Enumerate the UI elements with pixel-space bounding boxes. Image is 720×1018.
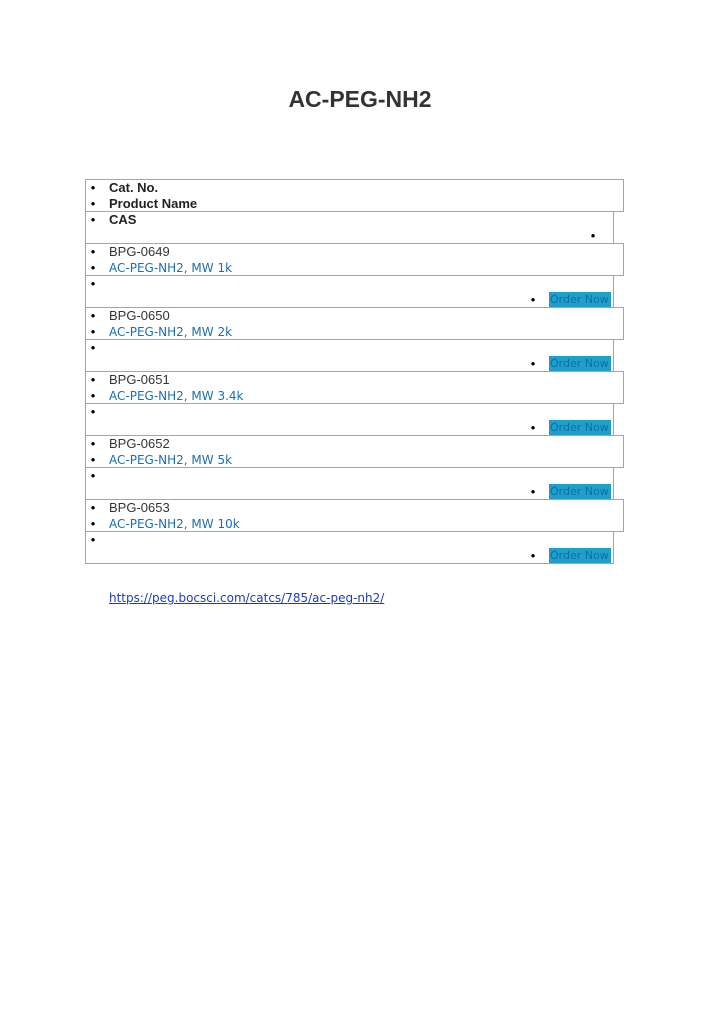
bullet-icon: • [90,180,96,195]
bullet-icon: • [90,516,96,531]
bullet-icon: • [90,340,96,355]
order-now-button[interactable]: Order Now [549,484,611,499]
product-link[interactable]: AC-PEG-NH2, MW 3.4k [109,389,244,403]
bullet-icon: • [90,372,96,387]
page-title: AC-PEG-NH2 [288,86,432,112]
bullet-icon: • [530,356,536,371]
bullet-icon: • [90,468,96,483]
bullet-icon: • [530,292,536,307]
bullet-icon: • [530,420,536,435]
bullet-icon: • [90,324,96,339]
bullet-icon: • [90,212,96,227]
bullet-icon: • [90,196,96,211]
bullet-icon: • [90,452,96,467]
bullet-icon: • [90,276,96,291]
bullet-icon: • [90,308,96,323]
order-now-button[interactable]: Order Now [549,420,611,435]
source-url-link[interactable]: https://peg.bocsci.com/catcs/785/ac-peg-nh2/ [109,591,385,605]
bullet-icon: • [530,548,536,563]
product-link[interactable]: AC-PEG-NH2, MW 1k [109,261,233,275]
product-link[interactable]: AC-PEG-NH2, MW 5k [109,453,233,467]
bullet-icon: • [590,228,596,243]
order-now-button[interactable]: Order Now [549,292,611,307]
order-now-button[interactable]: Order Now [549,356,611,371]
bullet-icon: • [90,500,96,515]
bullet-icon: • [90,388,96,403]
bullet-icon: • [90,260,96,275]
order-now-button[interactable]: Order Now [549,548,611,563]
bullet-icon: • [530,484,536,499]
bullet-icon: • [90,532,96,547]
bullet-icon: • [90,404,96,419]
bullet-icon: • [90,244,96,259]
bullet-icon: • [90,436,96,451]
product-link[interactable]: AC-PEG-NH2, MW 2k [109,325,233,339]
product-link[interactable]: AC-PEG-NH2, MW 10k [109,517,240,531]
cas-box [85,211,614,244]
